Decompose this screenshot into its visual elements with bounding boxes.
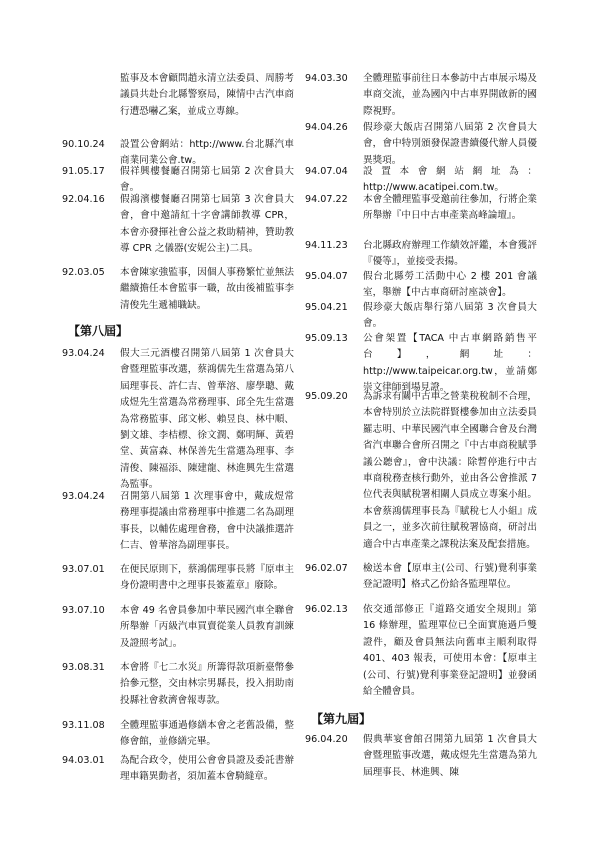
- section-heading: 【第九屆】: [311, 712, 372, 726]
- entry-date: 94.04.26: [305, 122, 348, 133]
- entry-date: 94.03.01: [62, 755, 105, 766]
- timeline-entry: [62, 562, 294, 595]
- timeline-entry: [62, 346, 294, 494]
- timeline-entry: [62, 718, 294, 751]
- entry-text: 為訴求有關中古車之營業稅稅制不合理，本會特別於立法院群賢樓參加由立法委員羅志明、中華民國汽車全國聯合會及台灣省汽車聯合會所召開之『中古車商稅賦爭議公聽會』，會中決議：除暫停進行中古車商稅務查核行動外，並由各公會推派 7 位代表與賦稅署相關人員成立專案小組。本會蔡鴻儒理事長為『賦稅七人小組』成員之一，並多次前往賦稅署協商，研討出適合中古車產業之課稅法案及配套措施。: [363, 391, 537, 550]
- entry-text: 全體理監事通過修繕本會之老舊設備，整修會館，並修繕完畢。: [120, 720, 294, 748]
- entry-text: 監事及本會顧問趙永清立法委員、周勝考議員共赴台北縣警察局，陳情中古汽車商行遭恐嚇乙案，並成立專線。: [120, 73, 294, 117]
- entry-date: 93.07.01: [62, 564, 105, 575]
- entry-date: 91.05.17: [62, 166, 105, 177]
- timeline-entry: [305, 192, 537, 225]
- entry-date: 93.04.24: [62, 348, 105, 359]
- entry-text: 假鴻濱樓餐廳召開第七屆第 3 次會員大會，會中邀請紅十字會講師教導 CPR，本會亦發揮社會公益之救助精神，贊助教導 CPR 之儀器(安妮公主)二具。: [120, 194, 294, 255]
- timeline-entry: [305, 331, 537, 397]
- entry-date: 96.04.20: [305, 734, 348, 745]
- entry-date: 95.04.21: [305, 302, 348, 313]
- timeline-entry: [62, 660, 294, 709]
- entry-date: 92.03.05: [62, 267, 105, 278]
- timeline-entry: [305, 269, 537, 302]
- entry-text: 召開第八屆第 1 次理事會中，戴成煜常務理事提議由常務理事中推選二名為副理事長，以輔佐處理會務，會中決議推選許仁吉、曾華溶為副理事長。: [120, 491, 294, 552]
- entry-text: 本會陳家強監事，因個人事務繁忙並無法繼續擔任本會監事一職，故由後補監事李清俊先生遞補職缺。: [120, 267, 294, 311]
- timeline-entry: [305, 732, 537, 781]
- entry-text: 檢送本會【原車主(公司、行號)覺利事業登記證明】格式乙份給各監理單位。: [363, 563, 537, 591]
- entry-text: 假台北縣勞工活動中心 2 樓 201 會議室，舉辦【中古車商研討座談會】。: [363, 271, 537, 299]
- entry-text: 假大三元酒樓召開第八屆第 1 次會員大會暨理監事改選，蔡鴻儒先生當選為第八屆理事長、許仁吉、曾華溶、廖學聰、戴成煜先生當選為常務理事、邱全先生當選為常務監事、邱文彬、賴昱良、林中順、劉文雄、李桔標、徐文潤、鄭明輝、黃碧堂、黃富森、林保善先生當選為理事、李清俊、陳福添、陳建龍、林進興先生當選為監事。: [120, 348, 294, 491]
- timeline-entry: [62, 489, 294, 555]
- entry-text: 全體理監事前往日本參訪中古車展示場及車商交流，並為國內中古車界開啟新的國際視野。: [363, 73, 537, 117]
- timeline-entry: [305, 561, 537, 594]
- timeline-entry: [305, 602, 537, 700]
- timeline-entry: [62, 265, 294, 314]
- entry-text: 公會架置【TACA 中古車網路銷售平台】，網址：http://www.taipeicar.org.tw，並請鄭崇文律師到場見證。: [363, 333, 537, 394]
- entry-text: 設置本會網站網址為：http://www.acatipei.com.tw。: [363, 166, 537, 194]
- entry-text: 為配合政令，使用公會會員證及委託書辦理車籍異動者，須加蓋本會騎縫章。: [120, 755, 294, 783]
- timeline-entry: [305, 389, 537, 553]
- timeline-entry: [305, 238, 537, 271]
- entry-text: 假典華宴會館召開第九屆第 1 次會員大會暨理監事改選，戴成煜先生當選為第九屆理事長、林進興、陳: [363, 734, 537, 778]
- entry-text: 本會 49 名會員參加中華民國汽車全聯會所舉辦「丙級汽車買賣從業人員教育訓練及證照考試」。: [120, 605, 294, 649]
- timeline-entry: [62, 603, 294, 652]
- entry-text: 假珍豪大飯店舉行第八屆第 3 次會員大會。: [363, 302, 537, 330]
- entry-date: 96.02.13: [305, 604, 348, 615]
- entry-date: 94.03.30: [305, 73, 348, 84]
- entry-text: 假祥興樓餐廳召開第七屆第 2 次會員大會。: [120, 166, 294, 194]
- entry-date: 93.04.24: [62, 491, 105, 502]
- entry-text: 依交通部修正『道路交通安全規則』第 16 條辦理，監理單位已全面實施過戶雙證件，顧及會員無法向舊車主順利取得 401、403 報表，可使用本會：【原車主(公司、行號)覺利事業登記證明】並發函給全體會員。: [363, 604, 537, 698]
- entry-text: 設置公會網站：http://www.台北縣汽車商業同業公會.tw。: [120, 139, 294, 167]
- entry-date: 93.08.31: [62, 662, 105, 673]
- entry-date: 95.09.13: [305, 333, 348, 344]
- entry-date: 93.07.10: [62, 605, 105, 616]
- entry-date: 95.09.20: [305, 391, 348, 402]
- entry-text: 在便民原則下，蔡鴻儒理事長將『原車主身份證明書中之理事長簽蓋章』廢除。: [120, 564, 294, 592]
- continued-entry: [62, 71, 294, 120]
- entry-text: 本會將『七二水災』所籌得款項新臺幣參拾參元整，交由林宗男縣長，投入捐助南投縣社會救濟會報專款。: [120, 662, 294, 706]
- entry-text: 本會全體理監事受邀前往參加，行將企業所舉辦『中日中古車產業高峰論壇』。: [363, 194, 537, 222]
- entry-date: 94.07.22: [305, 194, 348, 205]
- timeline-entry: [305, 120, 537, 169]
- timeline-entry: [62, 192, 294, 258]
- entry-text: 台北縣政府辦理工作績效評鑑，本會獲評『優等』，並接受表揚。: [363, 240, 537, 268]
- entry-date: 96.02.07: [305, 563, 348, 574]
- timeline-entry: [305, 300, 537, 333]
- section-heading: 【第八屆】: [68, 324, 129, 338]
- entry-text: 假珍豪大飯店召開第八屆第 2 次會員大會，會中特別頒發保證書續優代辦人員優異獎項。: [363, 122, 537, 166]
- entry-date: 93.11.08: [62, 720, 105, 731]
- entry-date: 94.07.04: [305, 166, 348, 177]
- timeline-entry: [305, 71, 537, 120]
- entry-date: 94.11.23: [305, 240, 348, 251]
- entry-date: 92.04.16: [62, 194, 105, 205]
- entry-date: 95.04.07: [305, 271, 348, 282]
- timeline-entry: [62, 753, 294, 786]
- entry-date: 90.10.24: [62, 139, 105, 150]
